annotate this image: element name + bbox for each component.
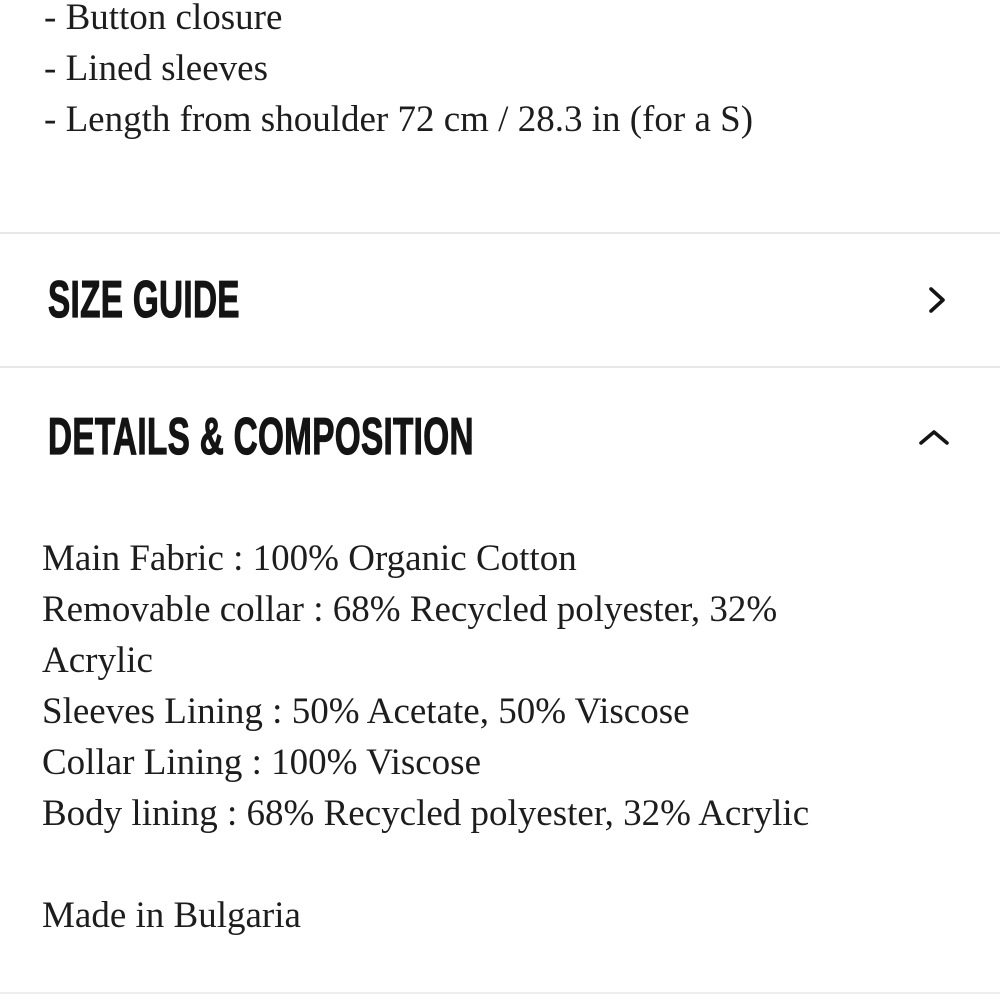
composition-line: Body lining : 68% Recycled polyester, 32% Acrylic (42, 793, 810, 834)
composition-line: Sleeves Lining : 50% Acetate, 50% Viscose (42, 691, 690, 732)
divider (0, 992, 1000, 994)
size-guide-accordion[interactable] (0, 234, 1000, 366)
details-composition-label: DETAILS & COMPOSITION (48, 408, 474, 466)
composition-line: Removable collar : 68% Recycled polyester, 32% Acrylic (42, 589, 778, 681)
size-guide-label: SIZE GUIDE (48, 271, 240, 329)
composition-line: Collar Lining : 100% Viscose (42, 742, 481, 783)
description-bullet: - Length from shoulder 72 cm / 28.3 in (for a S) (44, 99, 754, 140)
origin-text: Made in Bulgaria (42, 895, 301, 936)
description-bullet: - Lined sleeves (44, 48, 268, 89)
chevron-up-icon (918, 429, 950, 446)
composition-details (0, 506, 1000, 941)
chevron-right-icon (924, 285, 950, 315)
composition-line: Main Fabric : 100% Organic Cotton (42, 538, 577, 579)
description-bullet: - Button closure (44, 0, 283, 38)
product-description (0, 0, 1000, 145)
details-composition-accordion[interactable] (0, 368, 1000, 506)
